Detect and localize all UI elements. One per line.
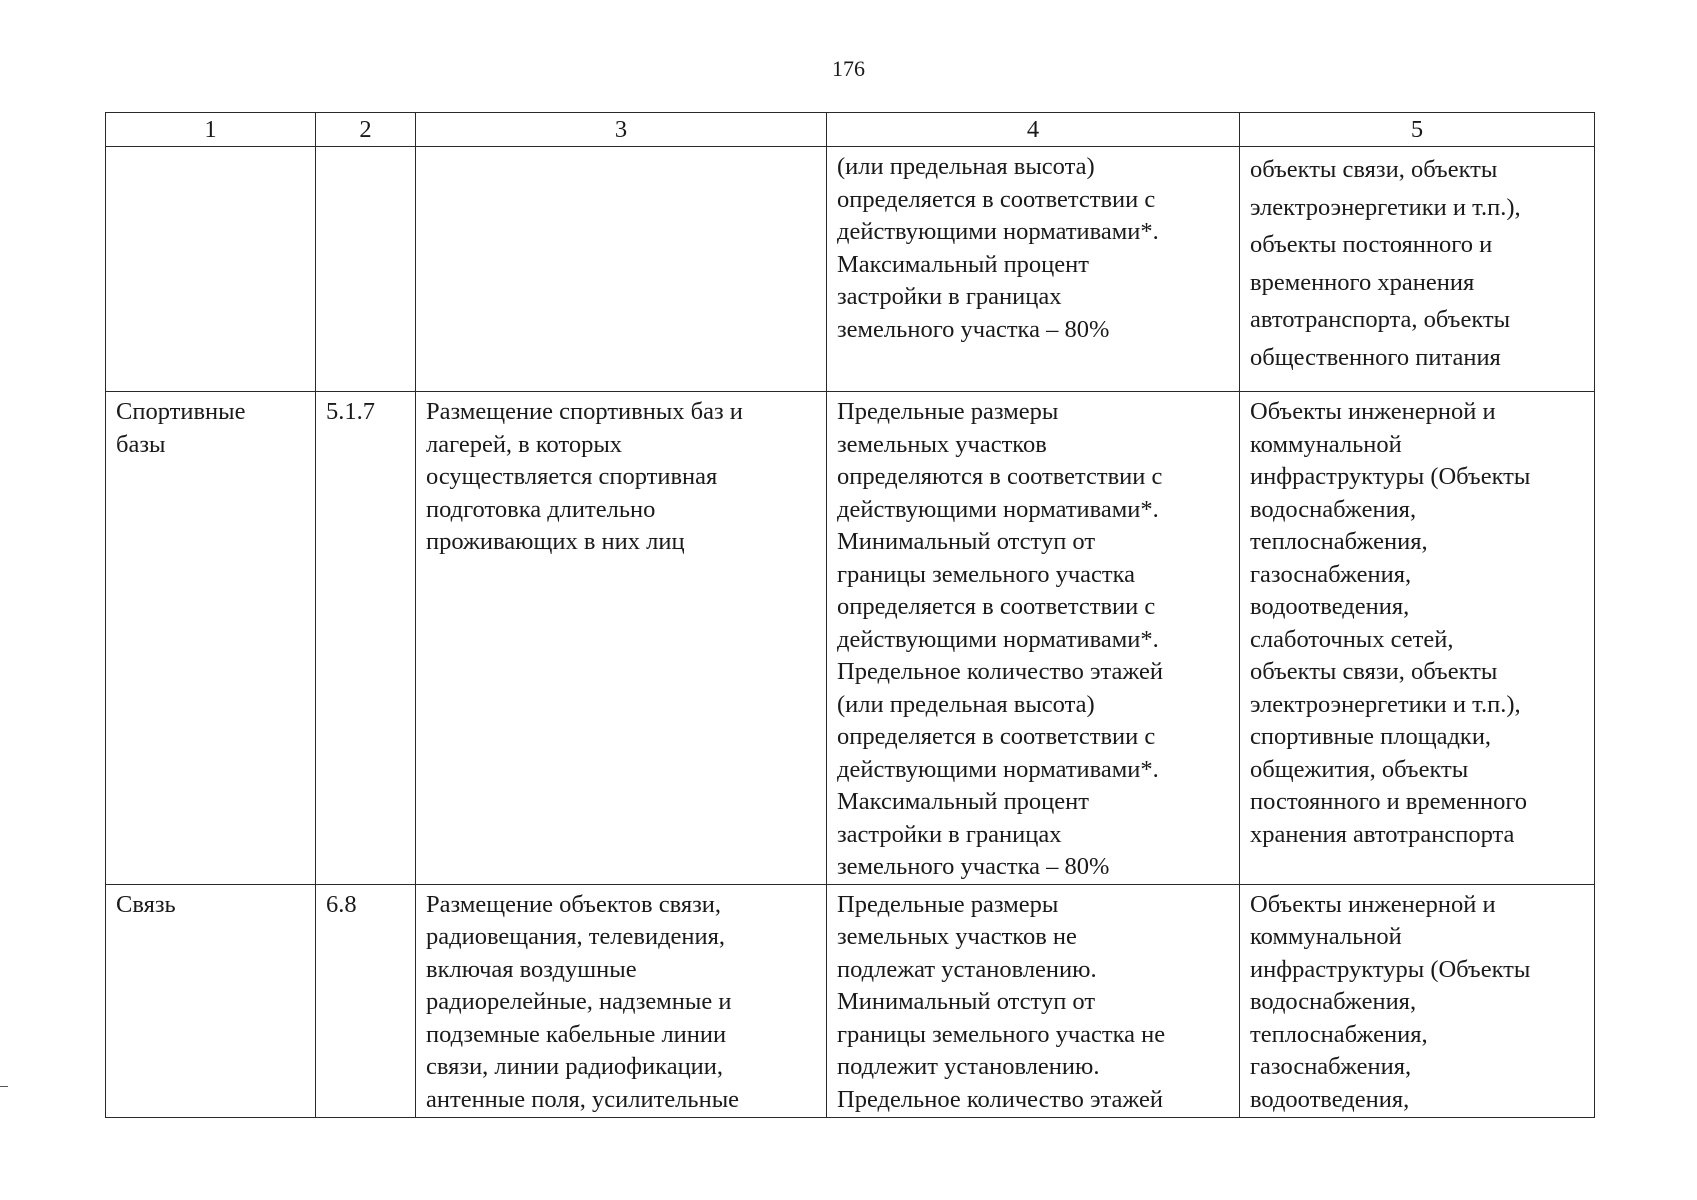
table-row-communications xyxy=(106,884,1595,1117)
cell-use-objects: Объекты инженерной и коммунальной инфраструктуры (Объекты водоснабжения, теплоснабжения, газоснабжения, водоотведения, слаботочных сетей, объекты связи, объекты электроэнергетики и т.п.), спортивные площадки, общежития, объекты постоянного и временного хранения автотранспорта xyxy=(1240,392,1595,885)
column-header-4: 4 xyxy=(827,113,1240,147)
cell-use-name: Спортивные базы xyxy=(106,392,316,885)
column-header-1: 1 xyxy=(106,113,316,147)
cell-use-parameters: Предельные размеры земельных участков определяются в соответствии с действующими нормативами*. Минимальный отступ от границы земельного участка определяется в соответствии с действующими нормативами*. Предельное количество этажей (или предельная высота) определяется в соответствии с действующими нормативами*. Максимальный процент застройки в границах земельного участка – 80% xyxy=(827,392,1240,885)
cell-use-description xyxy=(416,147,827,392)
cell-use-description: Размещение объектов связи, радиовещания, телевидения, включая воздушные радиорелейные, надземные и подземные кабельные линии связи, линии радиофикации, антенные поля, усилительные xyxy=(416,884,827,1117)
cell-use-parameters: (или предельная высота) определяется в соответствии с действующими нормативами*. Максимальный процент застройки в границах земельного участка – 80% xyxy=(827,147,1240,392)
cell-use-code: 5.1.7 xyxy=(316,392,416,885)
table-row-sport-bases xyxy=(106,392,1595,885)
cell-use-objects: объекты связи, объекты электроэнергетики и т.п.), объекты постоянного и временного хранения автотранспорта, объекты общественного питания xyxy=(1240,147,1595,392)
zoning-table xyxy=(105,112,1595,1118)
cell-use-name xyxy=(106,147,316,392)
cell-use-parameters: Предельные размеры земельных участков не подлежат установлению. Минимальный отступ от границы земельного участка не подлежит установлению. Предельное количество этажей xyxy=(827,884,1240,1117)
cell-use-objects: Объекты инженерной и коммунальной инфраструктуры (Объекты водоснабжения, теплоснабжения, газоснабжения, водоотведения, xyxy=(1240,884,1595,1117)
scan-edge-mark xyxy=(0,1086,8,1087)
cell-use-name: Связь xyxy=(106,884,316,1117)
column-header-3: 3 xyxy=(416,113,827,147)
column-header-5: 5 xyxy=(1240,113,1595,147)
table-row-continued xyxy=(106,147,1595,392)
page-number: 176 xyxy=(832,56,865,81)
cell-use-code xyxy=(316,147,416,392)
table-header-row xyxy=(106,113,1595,147)
cell-use-code: 6.8 xyxy=(316,884,416,1117)
column-header-2: 2 xyxy=(316,113,416,147)
cell-use-description: Размещение спортивных баз и лагерей, в которых осуществляется спортивная подготовка длительно проживающих в них лиц xyxy=(416,392,827,885)
